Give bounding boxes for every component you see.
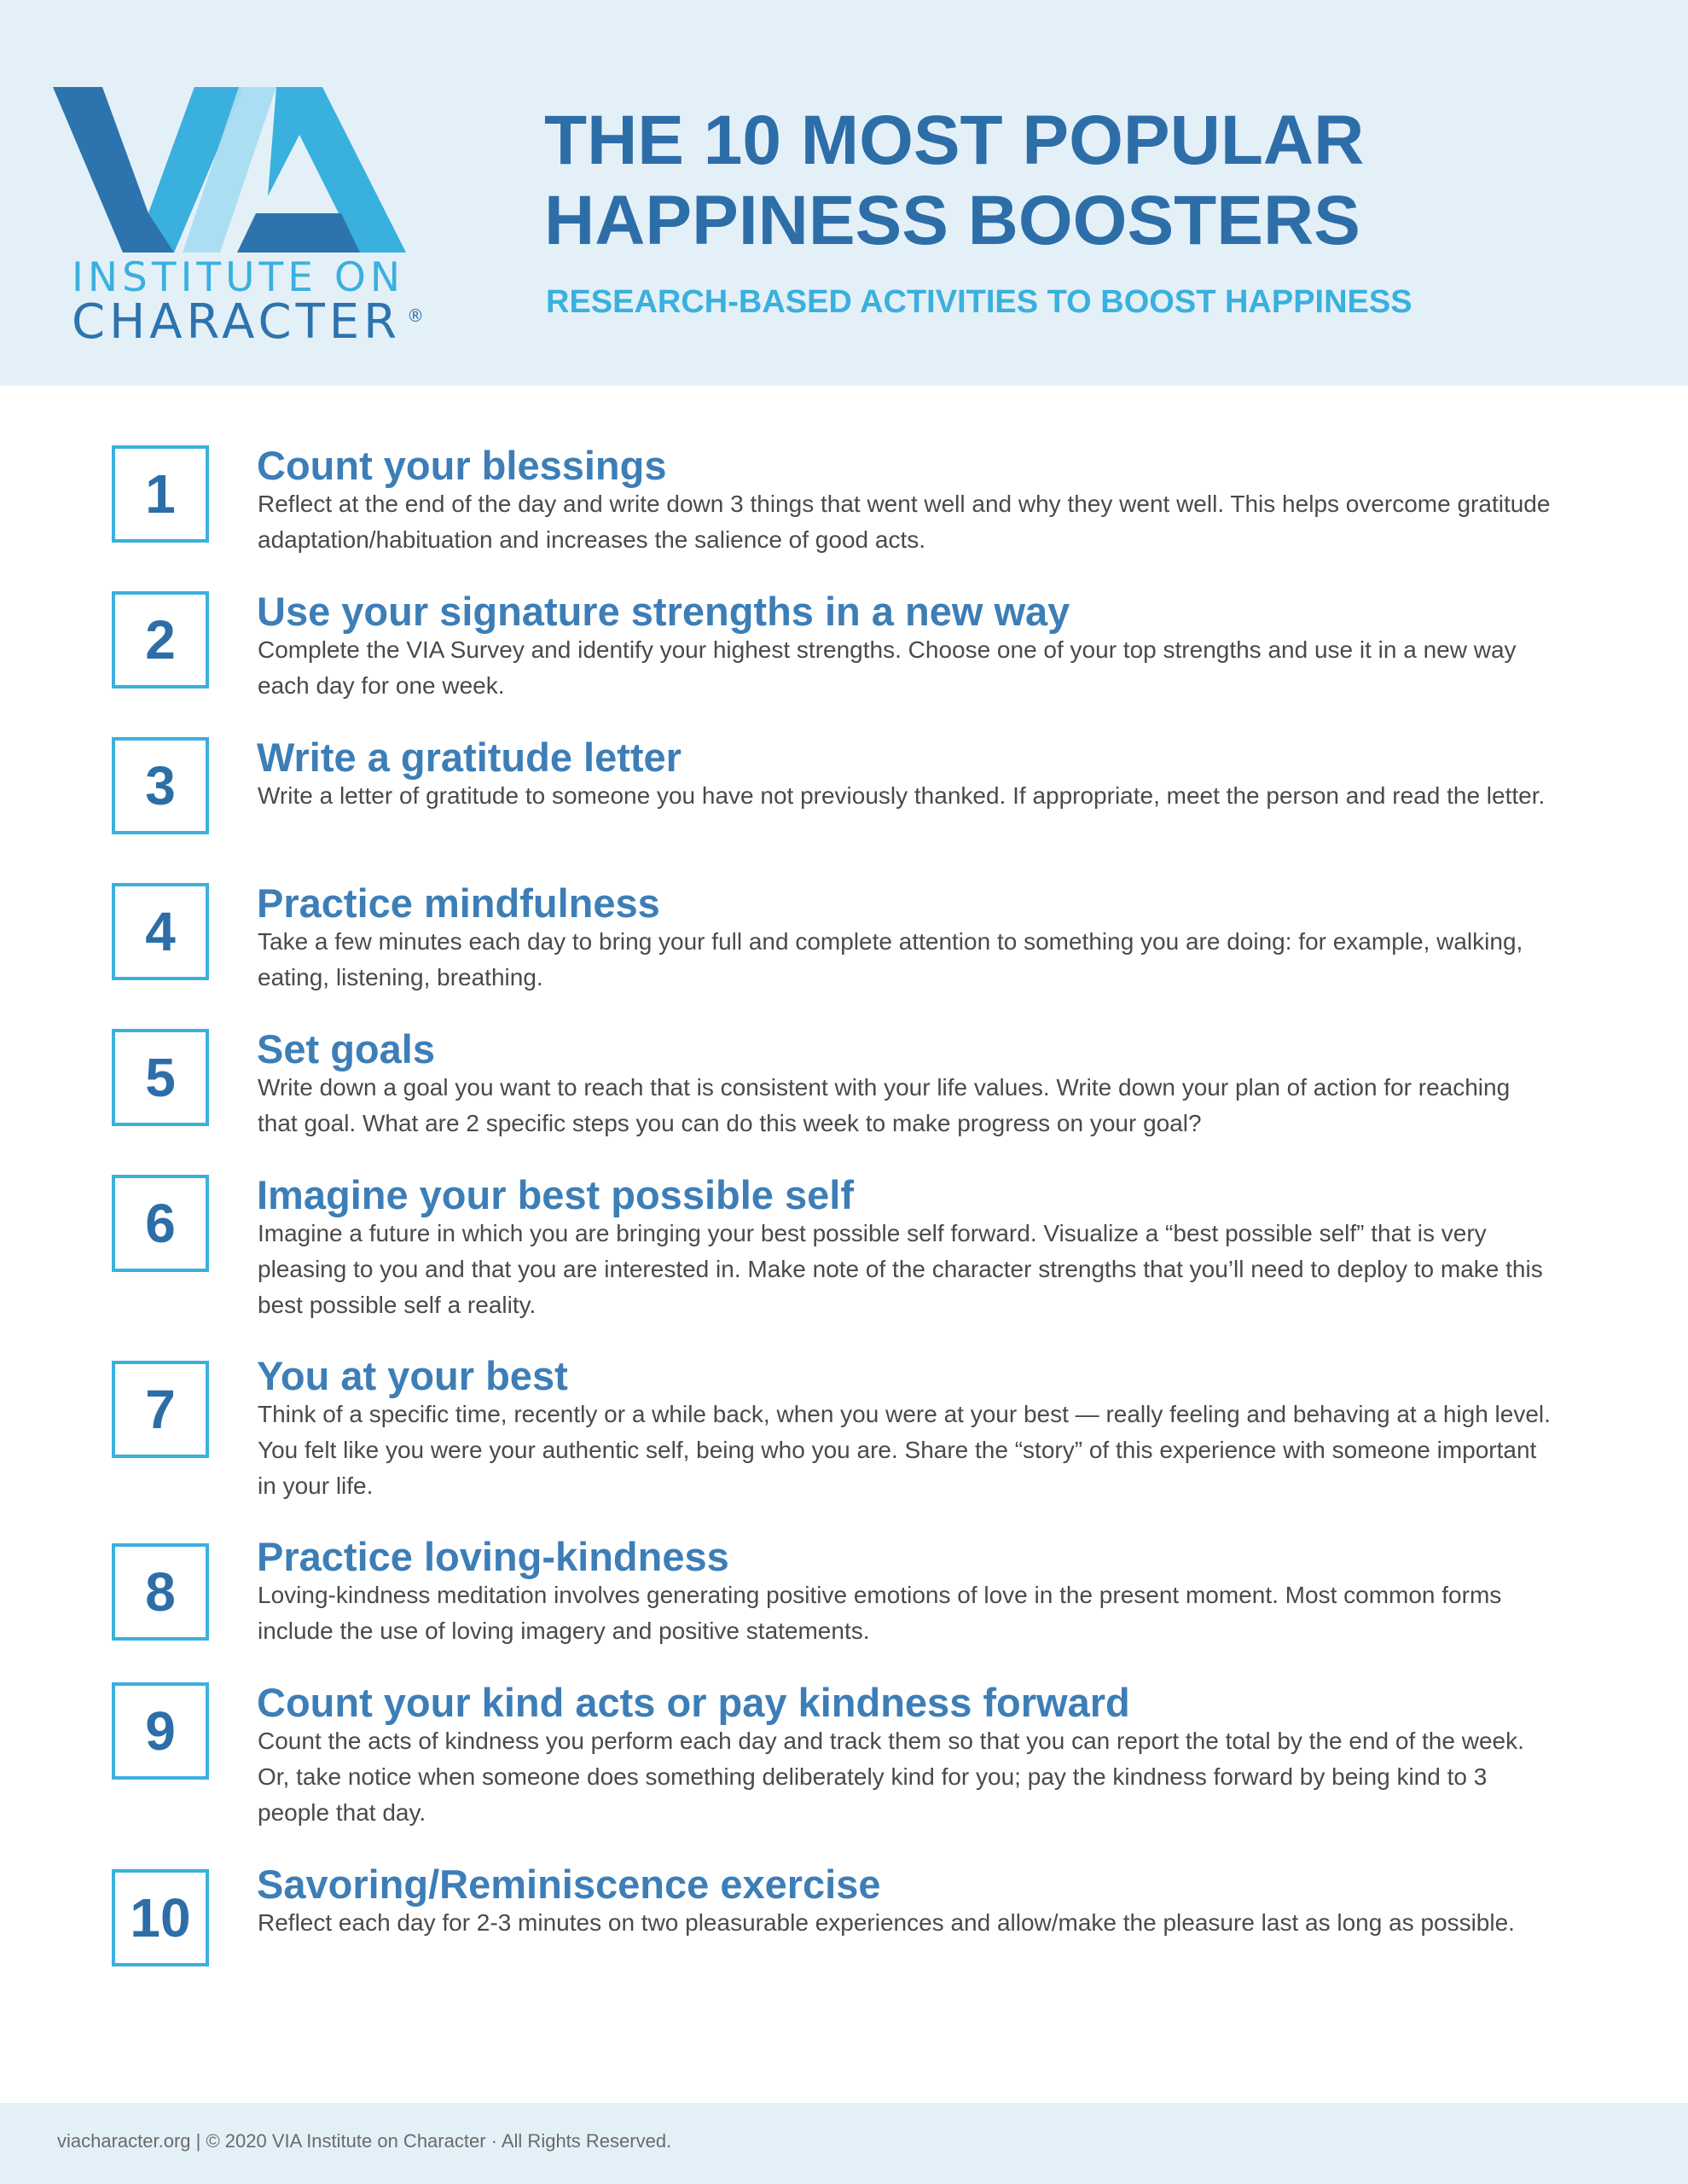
- registered-mark: ®: [407, 305, 424, 326]
- item-number-box: 8: [112, 1543, 209, 1641]
- item-title: You at your best: [257, 1353, 568, 1398]
- item-description: Loving-kindness meditation involves generating positive emotions of love in the present moment. Most common forms include the use of loving imagery and positive statements.: [258, 1582, 1502, 1644]
- item-number-box: 7: [112, 1361, 209, 1458]
- item-number-box: 5: [112, 1029, 209, 1126]
- footer-bar: [0, 2103, 1688, 2184]
- item-number-box: 6: [112, 1175, 209, 1272]
- item-description: Imagine a future in which you are bringing your best possible self forward. Visualize a “best possible self” that is very pleasing to you and that you are interested in. Make note of the character strengths that you’ll need to deploy to make this best possible self a reality.: [258, 1220, 1543, 1318]
- page-subtitle: RESEARCH-BASED ACTIVITIES TO BOOST HAPPINESS: [546, 284, 1412, 320]
- logo-text-line1: INSTITUTE ON: [72, 254, 405, 301]
- item-description: Write a letter of gratitude to someone you have not previously thanked. If appropriate, meet the person and read the letter.: [258, 782, 1546, 809]
- item-title: Use your signature strengths in a new way: [257, 589, 1070, 634]
- via-logo: [53, 85, 428, 350]
- item-description: Complete the VIA Survey and identify your highest strengths. Choose one of your top strengths and use it in a new way each day for one week.: [258, 636, 1517, 699]
- item-title: Practice loving-kindness: [257, 1534, 729, 1579]
- item-description: Reflect each day for 2-3 minutes on two pleasurable experiences and allow/make the pleasure last as long as possible.: [258, 1909, 1515, 1936]
- item-number-box: 9: [112, 1682, 209, 1780]
- item-title: Imagine your best possible self: [257, 1172, 854, 1217]
- item-title: Count your blessings: [257, 443, 667, 488]
- item-number-box: 3: [112, 737, 209, 834]
- item-title: Practice mindfulness: [257, 880, 660, 926]
- item-number-box: 4: [112, 883, 209, 980]
- page-title: THE 10 MOST POPULAR HAPPINESS BOOSTERS: [544, 102, 1365, 259]
- via-logo-mark-icon: [53, 85, 411, 256]
- item-description: Reflect at the end of the day and write down 3 things that went well and why they went well. This helps overcome gratitude adaptation/habituation and increases the salience of good acts.: [258, 491, 1551, 553]
- item-description: Count the acts of kindness you perform each day and track them so that you can report the total by the end of the week. Or, take notice when someone does something deliberately kind for you; pay the kindness forward by being kind to 3 people that day.: [258, 1728, 1524, 1826]
- logo-text-line2: CHARACTER: [72, 294, 402, 350]
- item-title: Write a gratitude letter: [257, 735, 682, 780]
- item-number-box: 1: [112, 445, 209, 543]
- item-title: Savoring/Reminiscence exercise: [257, 1862, 881, 1907]
- item-description: Write down a goal you want to reach that is consistent with your life values. Write down your plan of action for reaching that goal. What are 2 specific steps you can do this week to make progress on your goal?: [258, 1074, 1511, 1136]
- item-description: Take a few minutes each day to bring your full and complete attention to something you are doing: for example, walking, eating, listening, breathing.: [258, 928, 1523, 990]
- item-number-box: 10: [112, 1869, 209, 1966]
- footer-copyright: viacharacter.org | © 2020 VIA Institute on Character · All Rights Reserved.: [57, 2130, 672, 2152]
- header-banner: [0, 0, 1688, 386]
- item-title: Count your kind acts or pay kindness forward: [257, 1680, 1130, 1725]
- item-title: Set goals: [257, 1026, 435, 1072]
- item-description: Think of a specific time, recently or a while back, when you were at your best — really feeling and behaving at a high level. You felt like you were your authentic self, being who you are. Share the “story” of this experience with someone important in your life.: [258, 1401, 1551, 1499]
- item-number-box: 2: [112, 591, 209, 688]
